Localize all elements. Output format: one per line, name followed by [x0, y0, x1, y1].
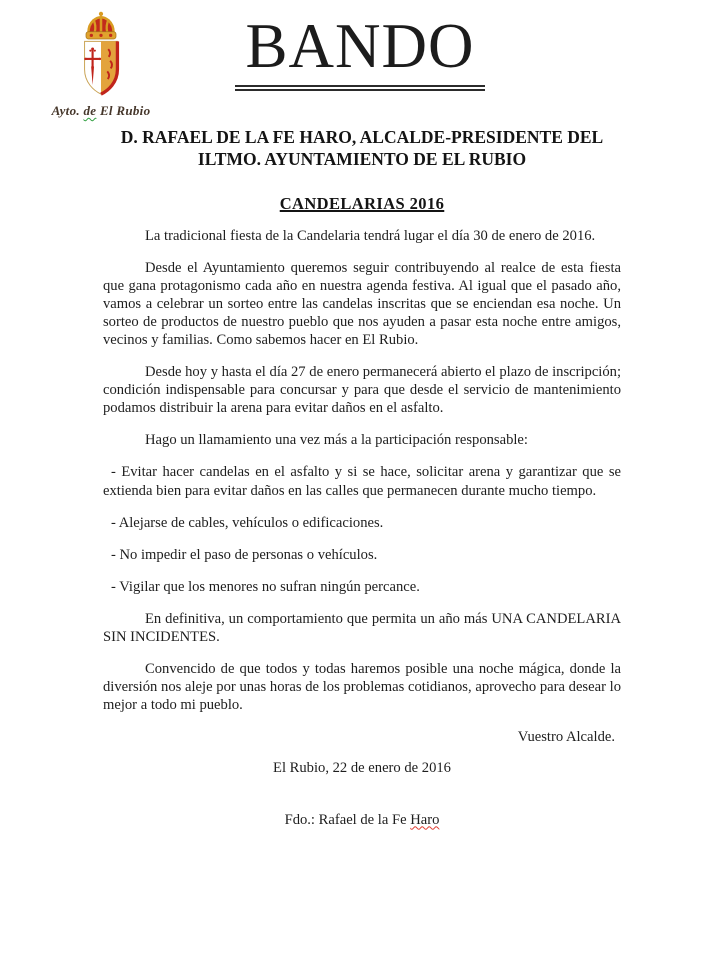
document-subject-text: CANDELARIAS 2016	[279, 194, 445, 214]
crest-caption	[34, 103, 168, 119]
paragraph: En definitiva, un comportamiento que permita un año más UNA CANDELARIA SIN INCIDENTES.	[103, 610, 621, 646]
paragraph: Desde el Ayuntamiento queremos seguir contribuyendo al realce de esta fiesta que gana protagonismo cada año en nuestra agenda festiva. Al igual que el pasado año, vamos a celebrar un sorteo entre las candelas inscritas que se enciendan esa noche. Un sorteo de productos de nuestro pueblo que nos ayuden a pasar esta noche entre amigos, vecinos y familias. Como sabemos hacer en El Rubio.	[103, 259, 621, 349]
crest-caption-marked-word: de	[83, 103, 97, 118]
signature-name-marked: Haro	[410, 811, 440, 828]
paragraph: Desde hoy y hasta el día 27 de enero permanecerá abierto el plazo de inscripción; condición indispensable para concursar y para que desde el servicio de mantenimiento podamos distribuir la arena para evitar daños en el asfalto.	[103, 364, 621, 417]
page-title: BANDO	[235, 10, 484, 91]
document-subject	[103, 194, 621, 214]
paragraph: La tradicional fiesta de la Candelaria tendrá lugar el día 30 de enero de 2016.	[145, 227, 596, 244]
crest-caption-pre: Ayto.	[51, 103, 80, 118]
paragraph: Convencido de que todos y todas haremos posible una noche mágica, donde la diversión nos aleje por unas horas de los problemas cotidianos, aprovecho para desear lo mejor a todo mi pueblo.	[103, 661, 621, 714]
signature-line	[103, 811, 621, 829]
bullet-item: - Alejarse de cables, vehículos o edificaciones.	[111, 514, 384, 531]
signature-prefix: Fdo.: Rafael de la Fe	[284, 811, 411, 828]
issuer-heading: D. RAFAEL DE LA FE HARO, ALCALDE-PRESIDENTE DEL ILTMO. AYUNTAMIENTO DE EL RUBIO	[120, 127, 604, 170]
bullet-item: - No impedir el paso de personas o vehículos.	[111, 546, 378, 563]
signoff: Vuestro Alcalde.	[517, 729, 615, 746]
dateline: El Rubio, 22 de enero de 2016	[273, 759, 451, 776]
bullet-item: - Vigilar que los menores no sufran ningún percance.	[111, 578, 420, 595]
paragraph: Hago un llamamiento una vez más a la participación responsable:	[145, 432, 528, 449]
document-body	[103, 126, 621, 829]
bullet-item: - Evitar hacer candelas en el asfalto y si se hace, solicitar arena y garantizar que se extienda bien para evitar daños en las calles que permanecen durante mucho tiempo.	[103, 464, 621, 499]
crest-caption-post: El Rubio	[99, 103, 151, 118]
title-block	[0, 10, 720, 91]
